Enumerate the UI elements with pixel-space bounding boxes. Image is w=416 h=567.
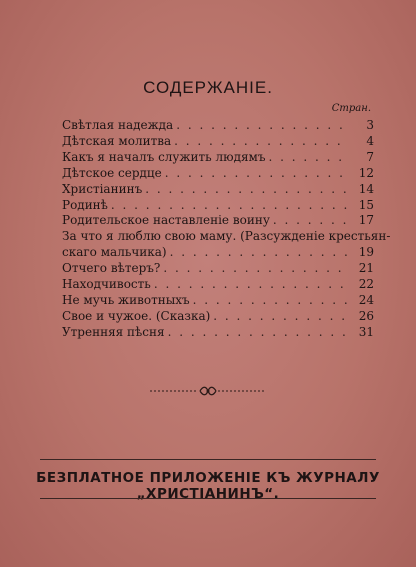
toc-entry: Родинѣ . . . 15 (62, 198, 374, 214)
toc-entry: скаго мальчика) . . . 19 (62, 245, 374, 261)
toc-entry: Свое и чужое. (Сказка) . . . 26 (62, 309, 374, 325)
toc-entry: Находчивость . . . 22 (62, 277, 374, 293)
ornament-divider (148, 384, 268, 398)
toc-entry: Дѣтское сердце . . . 12 (62, 166, 374, 182)
toc-entry: Отчего вѣтеръ? . . . 21 (62, 261, 374, 277)
page-title: СОДЕРЖАНІЕ. (143, 78, 273, 97)
footer-rule-top (40, 459, 376, 460)
page-column-label: Стран. (331, 103, 371, 114)
toc-entry: Христіанинъ . . . 14 (62, 182, 374, 198)
footer-text: БЕЗПЛАТНОЕ ПРИЛОЖЕНІЕ КЪ ЖУРНАЛУ „ХРИСТІАНИНЪ“. (36, 470, 380, 502)
toc-entry: Какъ я началъ служить людямъ . . . 7 (62, 150, 374, 166)
toc-entry: За что я люблю свою маму. (Разсужденіе крестьян- (62, 229, 391, 244)
toc-entry: Свѣтлая надежда . . . 3 (62, 118, 374, 134)
toc-entry: Дѣтская молитва . . . 4 (62, 134, 374, 150)
footer-rule-bottom (40, 498, 376, 499)
toc-entry: Утренняя пѣсня . . . 31 (62, 325, 374, 341)
table-of-contents (62, 118, 391, 341)
toc-entry: Родительское наставленіе воину . . . 17 (62, 213, 374, 229)
toc-entry: Не мучь животныхъ . . . 24 (62, 293, 374, 309)
